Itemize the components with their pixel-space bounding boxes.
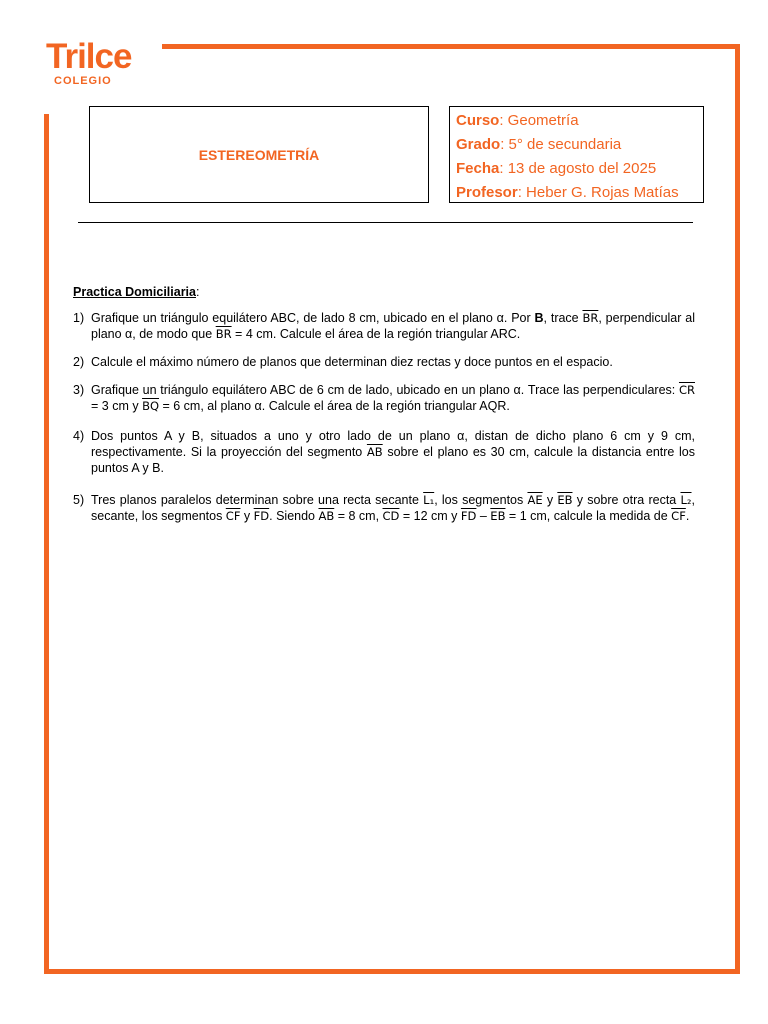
info-course [456, 109, 697, 133]
problem-text: Grafique un triángulo equilátero ABC, de lado 8 cm, ubicado en el plano α. Por B, trace $\overline{BR}$, perpendicular al plano α, de modo que $\overline{BR} = 4$ cm. Calcule el área de la región triangular ARC. [91, 311, 695, 341]
frame-border-left [44, 114, 49, 974]
problem-item [73, 492, 695, 524]
info-label: Grado [456, 136, 501, 153]
title-box [89, 106, 429, 203]
problem-list [73, 310, 695, 536]
frame-border-right [735, 44, 740, 974]
frame-border-top [162, 44, 740, 49]
section-title: Practica Domiciliaria [73, 285, 196, 299]
info-value: : 5° de secundaria [500, 136, 622, 153]
info-value: : Geometría [499, 112, 579, 129]
logo-subtitle: COLEGIO [54, 75, 112, 87]
problem-item [73, 428, 695, 476]
problem-text: Tres planos paralelos determinan sobre una recta secante L₁, los segmentos $\overline{AE}$ y $\overline{EB}$ y sobre otra recta L₂, secante, los segmentos $\overline{CF}$ y $\overline{FD}$. Siendo $\overline{AB} = 8$ cm, $\overline{CD} = 12$ cm y $\overline{FD} - \overline{EB} = 1$ cm, calcule la medida de $\overline{CF}$. [91, 493, 695, 523]
info-teacher [456, 181, 697, 205]
info-grade [456, 133, 697, 157]
section-title-colon: : [196, 285, 200, 299]
problem-number: 3) [73, 383, 85, 397]
problem-number: 1) [73, 311, 85, 325]
problem-item [73, 354, 695, 370]
logo-wordmark: Trilce [46, 37, 132, 76]
problem-text: Dos puntos A y B, situados a uno y otro lado de un plano α, distan de dicho plano 6 cm y 9 cm, respectivamente. Si la proyección del segmento $\overline{AB}$ sobre el plano es 30 cm, calcule la distancia entre los puntos A y B. [91, 429, 695, 475]
school-logo [46, 38, 166, 98]
problem-item [73, 382, 695, 414]
problem-number: 4) [73, 429, 85, 443]
problem-number: 5) [73, 493, 85, 507]
info-value: : 13 de agosto del 2025 [499, 160, 657, 177]
header-divider [78, 222, 693, 223]
problem-text: Calcule el máximo número de planos que determinan diez rectas y doce puntos en el espacio. [91, 355, 613, 369]
problem-item [73, 310, 695, 342]
problem-number: 2) [73, 355, 85, 369]
info-label: Curso [456, 112, 500, 129]
document-title: ESTEREOMETRÍA [198, 146, 320, 163]
frame-border-bottom [44, 969, 740, 974]
info-label: Fecha [456, 160, 500, 177]
problem-text: Grafique un triángulo equilátero ABC de 6 cm de lado, ubicado en un plano α. Trace las perpendiculares: $\overline{CR} = 3$ cm y $\overline{BQ} = 6$ cm, al plano α. Calcule el área de la región triangular AQR. [91, 383, 695, 413]
info-value: : Heber G. Rojas Matías [517, 184, 679, 201]
info-label: Profesor [456, 184, 518, 201]
info-date [456, 157, 697, 181]
course-info-box [449, 106, 704, 203]
